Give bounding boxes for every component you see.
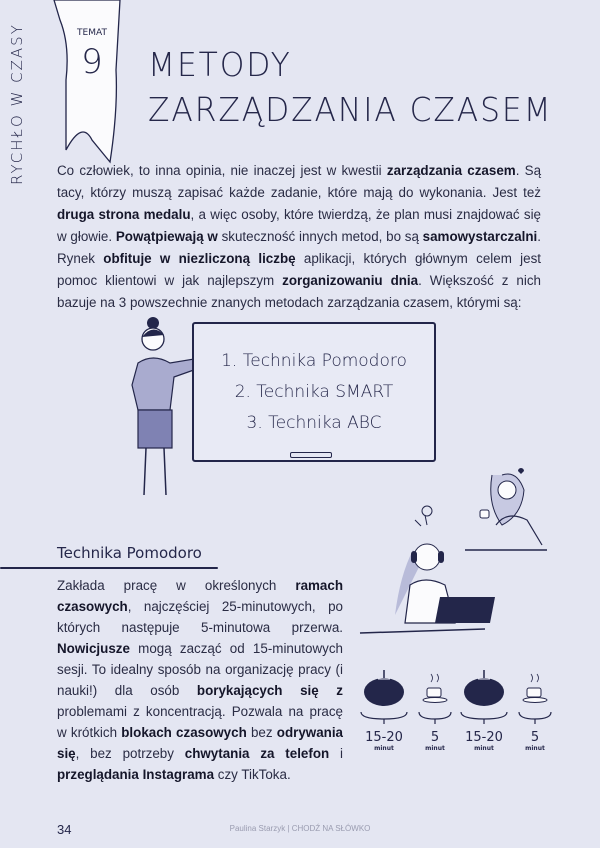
page-number: 34: [57, 822, 72, 837]
board-item: 1. Technika Pomodoro: [221, 351, 407, 371]
board-item: 2. Technika SMART: [234, 382, 394, 402]
bold-phrase: ramach czasowych: [57, 578, 343, 614]
section-side-label: RYCHŁO W CZASY: [8, 23, 26, 185]
duration-value: 15-20: [365, 730, 403, 745]
duration-unit: minut: [474, 745, 494, 752]
brace-icon: [360, 711, 408, 725]
brace-icon: [518, 711, 552, 725]
timeline-step: [418, 670, 452, 760]
text-run: problemami z koncentracją. Pozwala na pracę w krótkich: [57, 704, 343, 740]
bold-phrase: przeglądania Instagrama: [57, 767, 215, 782]
blackboard: [192, 322, 436, 462]
text-run: aplikacji, których głównym celem jest pomoc klientowi w jak najlepszym: [57, 251, 541, 288]
bold-phrase: blokach czasowych: [121, 725, 247, 740]
duration-unit: minut: [374, 745, 394, 752]
timeline-step: [518, 670, 552, 760]
coffee-icon: [418, 670, 452, 706]
text-run: , najczęściej 25-minutowych, po których następuje 5-minutowa przerwa.: [57, 599, 343, 635]
topic-label: TEMAT: [77, 28, 107, 38]
text-run: mogą zacząć od 15-minutowych sesji. To idealny sposób na organizację pracy (i nauki!) dla osób: [57, 641, 343, 698]
chalk-tray: [290, 452, 332, 458]
text-run: Zakłada pracę w określonych: [57, 578, 296, 593]
woman-laptop-illustration: [355, 505, 505, 665]
pomodoro-heading: Technika Pomodoro: [57, 544, 202, 562]
bold-phrase: samowystarczalni: [422, 229, 538, 244]
bold-phrase: chwytania za telefon: [184, 746, 330, 761]
bold-phrase: zarządzania czasem: [386, 163, 516, 178]
pomodoro-paragraph: [57, 575, 343, 785]
footer-credit: Paulina Starzyk | CHODŹ NA SŁÓWKO: [229, 824, 371, 833]
text-run: . Większość z nich bazuje na 3 powszechnie znanych metodach zarządzania czasem, którymi są:: [57, 273, 541, 310]
text-run: skuteczność innych metod, bo są: [217, 229, 423, 244]
text-run: czy TikToka.: [214, 767, 291, 782]
bold-phrase: Powątpiewają w: [115, 229, 218, 244]
intro-paragraph: [57, 160, 541, 314]
page-title: [148, 42, 553, 132]
pomodoro-timeline: [360, 670, 555, 760]
text-run: , a więc osoby, które twierdzą, że plan musi znajdować się w głowie.: [57, 207, 541, 244]
timeline-step: [360, 670, 408, 760]
bold-phrase: Nowicjusze: [57, 641, 130, 656]
bold-phrase: zorganizowaniu dnia: [282, 273, 419, 288]
title-line-2: ZARZĄDZANIA CZASEM: [148, 90, 553, 129]
bold-phrase: druga strona medalu: [57, 207, 191, 222]
text-run: bez: [246, 725, 277, 740]
text-run: . Są tacy, którzy muszą zapisać każde zadanie, które mają do wykonania. Jest też: [57, 163, 542, 200]
topic-banner: [52, 0, 124, 165]
text-run: . Rynek: [57, 229, 542, 266]
text-run: Co człowiek, to inna opinia, nie inaczej jest w kwestii: [57, 163, 387, 178]
text-run: i: [329, 746, 343, 761]
tomato-icon: [460, 670, 508, 706]
bold-phrase: obfituje w niezliczoną liczbę: [103, 251, 296, 266]
topic-number: 9: [81, 42, 103, 82]
coffee-icon: [518, 670, 552, 706]
duration-unit: minut: [425, 745, 445, 752]
brace-icon: [460, 711, 508, 725]
duration-value: 15-20: [465, 730, 503, 745]
board-item: 3. Technika ABC: [246, 413, 382, 433]
duration-value: 5: [530, 730, 540, 745]
title-line-1: METODY: [148, 45, 292, 84]
bold-phrase: odrywania się: [57, 725, 344, 761]
timeline-step: [460, 670, 508, 760]
tomato-icon: [360, 670, 408, 706]
duration-unit: minut: [525, 745, 545, 752]
brace-icon: [418, 711, 452, 725]
duration-value: 5: [430, 730, 440, 745]
text-run: , bez potrzeby: [75, 746, 185, 761]
heading-underline: [0, 567, 218, 569]
bold-phrase: borykających się z: [196, 683, 343, 698]
